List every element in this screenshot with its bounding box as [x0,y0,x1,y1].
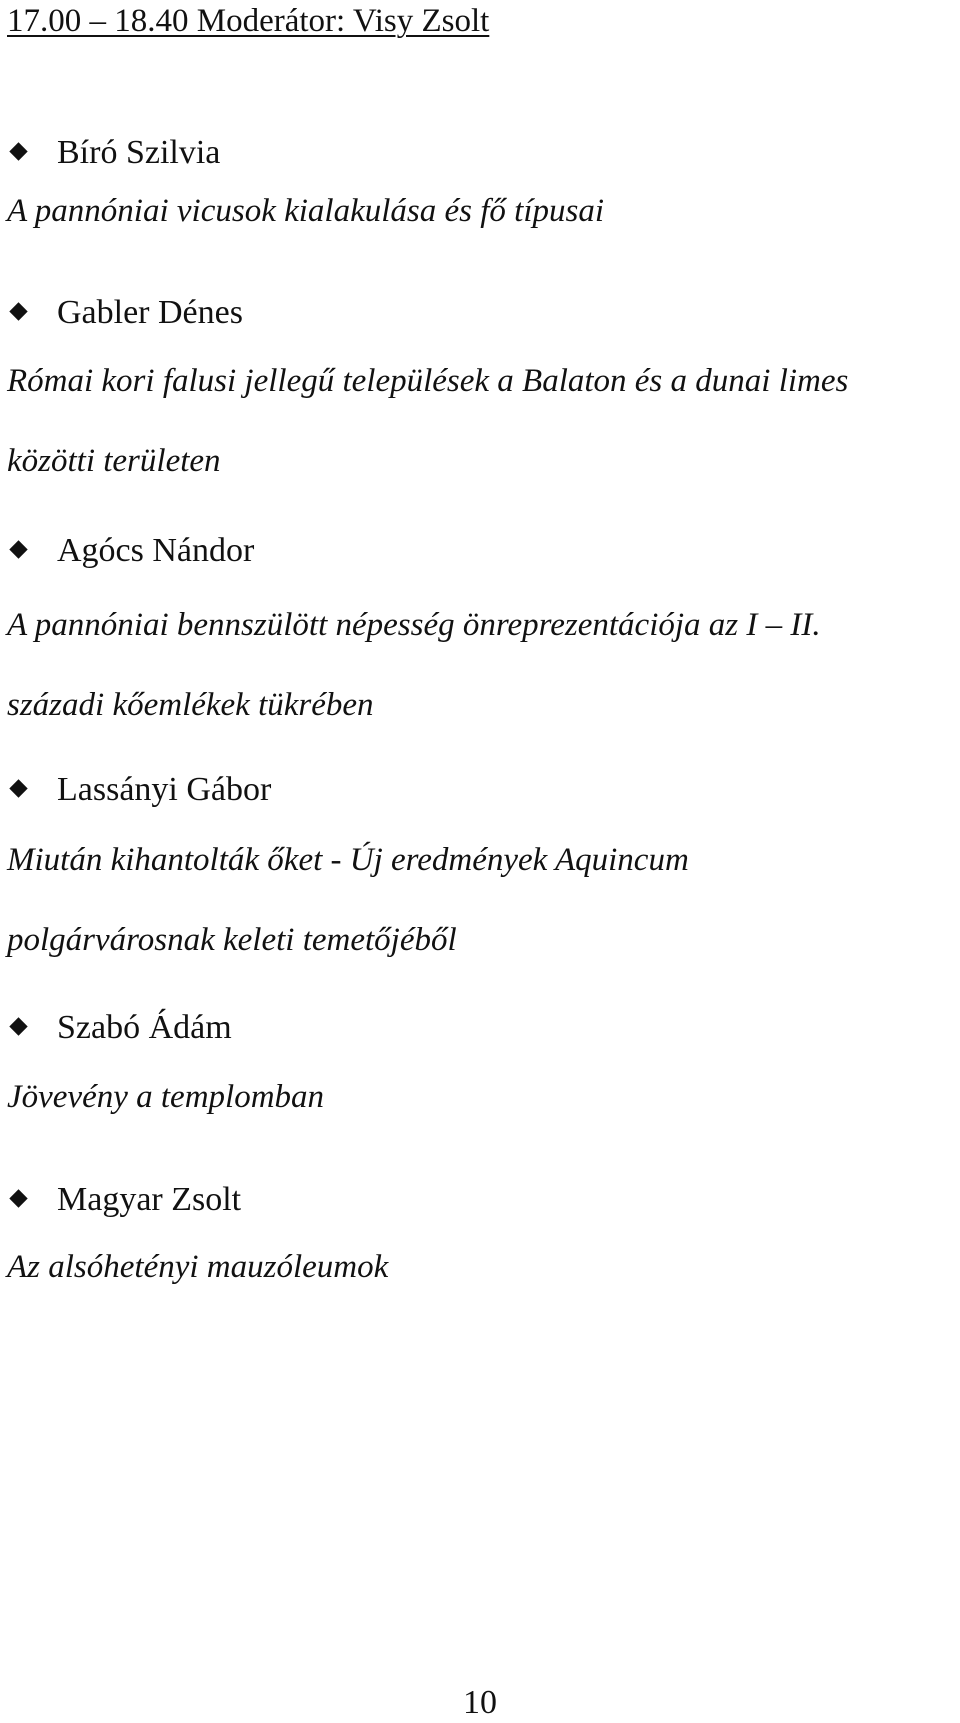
session-heading: 17.00 – 18.40 Moderátor: Visy Zsolt [7,3,490,39]
speaker-name: Lassányi Gábor [57,771,272,808]
talk-speaker [10,293,243,333]
speaker-name: Magyar Zsolt [57,1181,242,1218]
speaker-name: Szabó Ádám [57,1009,232,1046]
talk-speaker [10,1180,241,1220]
talk-title: Jövevény a templomban [7,1079,325,1115]
diamond-bullet-icon [9,142,27,160]
page-number: 10 [463,1684,497,1721]
talk-speaker [10,770,271,810]
speaker-name: Agócs Nándor [57,532,255,569]
diamond-bullet-icon [9,1017,27,1035]
talk-title: Római kori falusi jellegű települések a Balaton és a dunai limes közötti területen [7,363,849,479]
talk-title: Miután kihantolták őket - Új eredmények Aquincum polgárvárosnak keleti temetőjéből [7,842,689,958]
diamond-bullet-icon [9,540,27,558]
talk-speaker [10,133,220,173]
talk-title: A pannóniai vicusok kialakulása és fő típusai [7,193,604,229]
talk-title: A pannóniai bennszülött népesség önreprezentációja az I – II. századi kőemlékek tükrében [7,607,821,723]
talk-title: Az alsóhetényi mauzóleumok [7,1249,389,1285]
diamond-bullet-icon [9,779,27,797]
speaker-name: Bíró Szilvia [57,134,221,171]
speaker-name: Gabler Dénes [57,294,243,331]
talk-speaker [10,1008,232,1048]
diamond-bullet-icon [9,302,27,320]
diamond-bullet-icon [9,1189,27,1207]
talk-speaker [10,531,254,571]
